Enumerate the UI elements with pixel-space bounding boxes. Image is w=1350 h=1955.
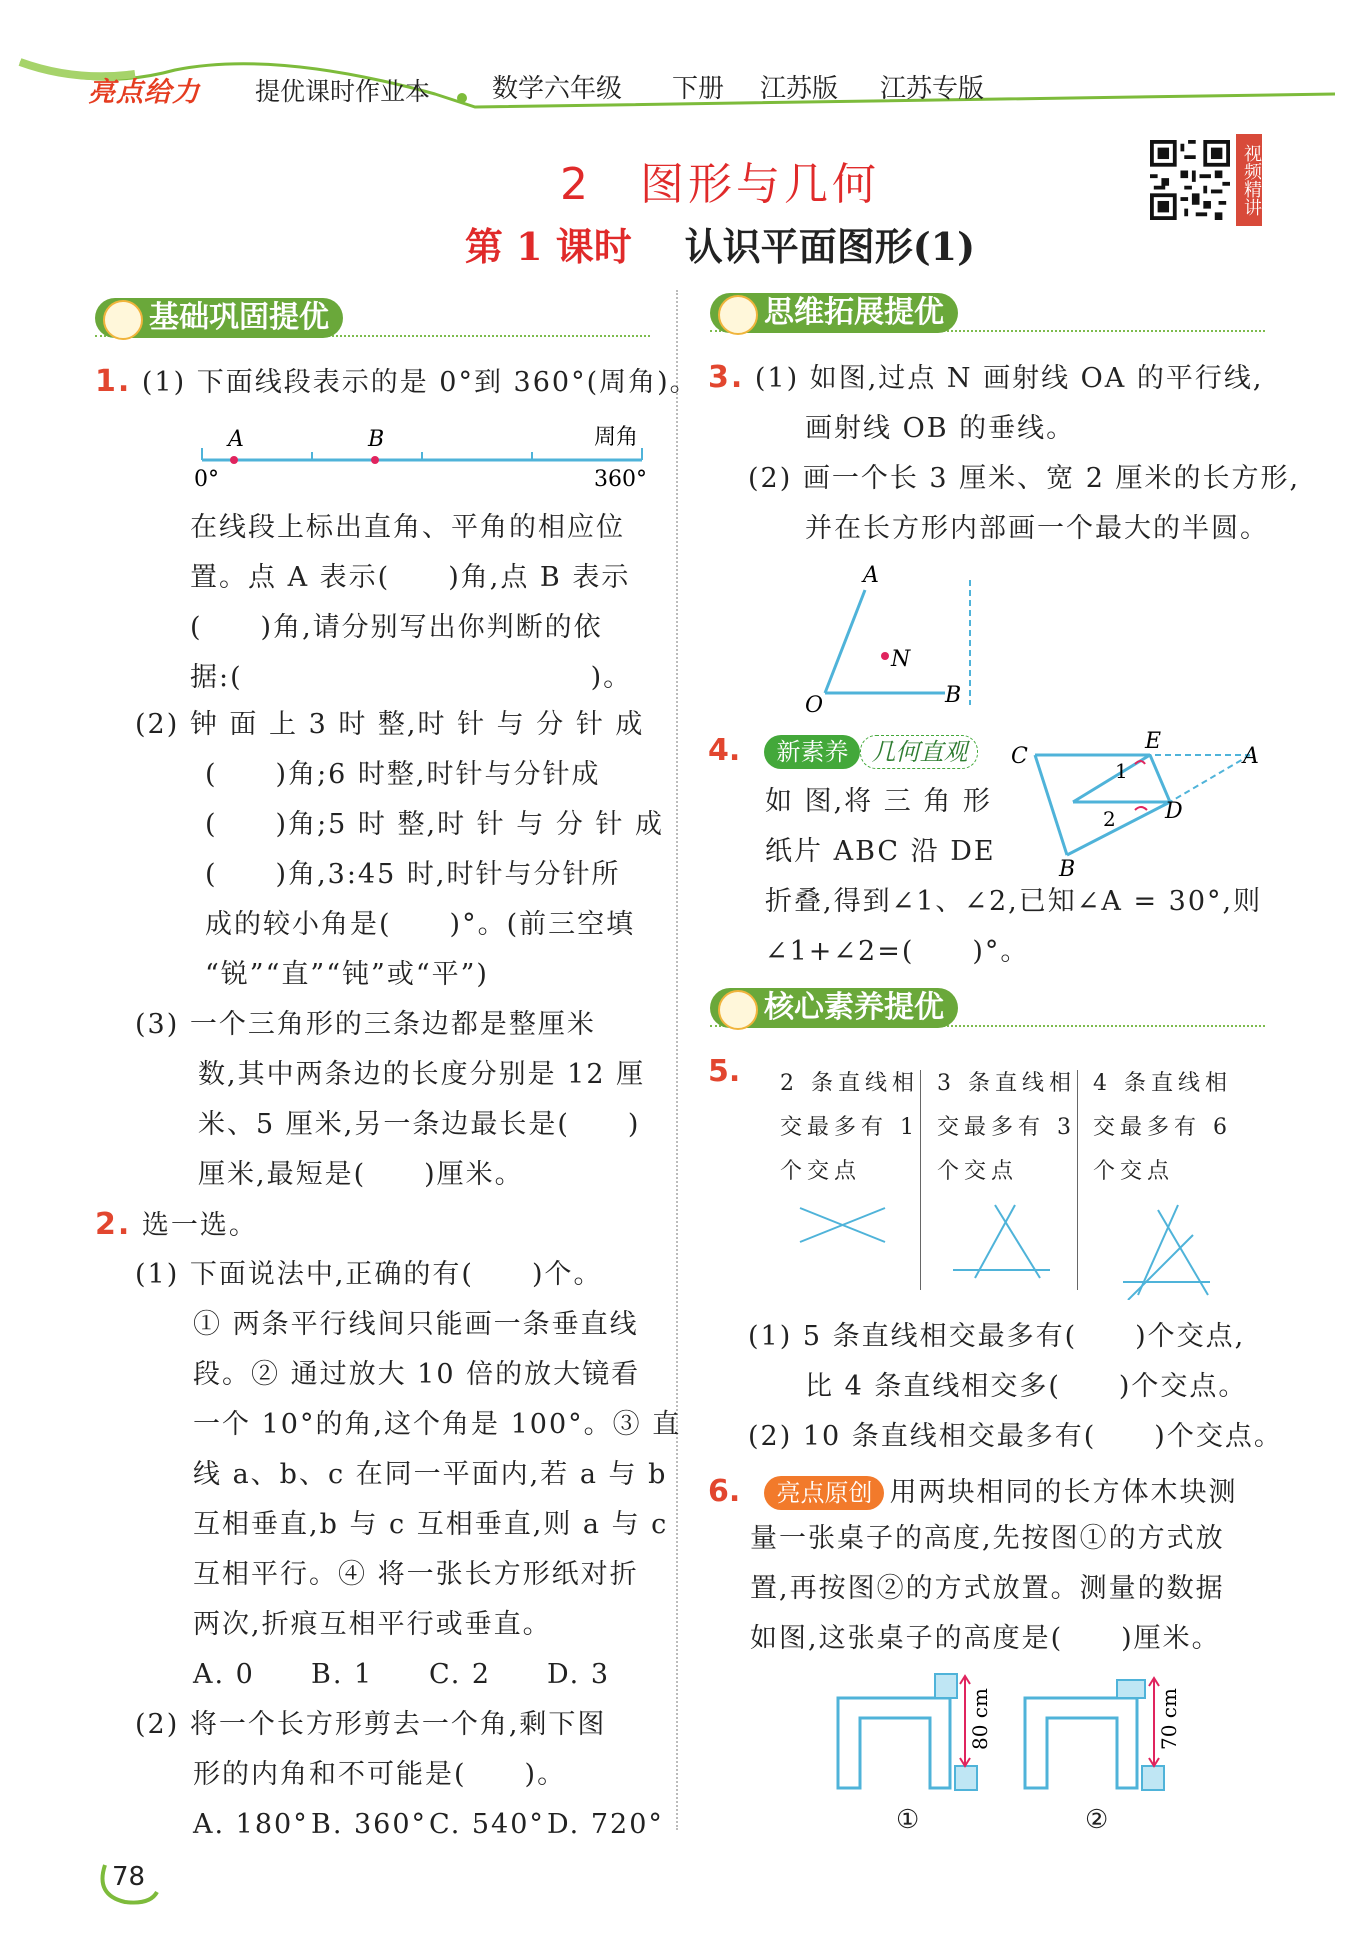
sprout-icon [718, 295, 758, 335]
q6-body: 量一张桌子的高度,先按图①的方式放 置,再按图②的方式放置。测量的数据 如图,这张桌子的高度是( )厘米。 [750, 1523, 1225, 1654]
chapter-title: 2 图形与几何 [560, 159, 880, 210]
q1-part1: 1. (1) 下面线段表示的是 0°到 360°(周角)。 [95, 364, 699, 399]
measure-80: 80 cm [968, 1688, 992, 1750]
q4-tag: 新素养 [764, 735, 860, 769]
option-a[interactable]: A. 180° [193, 1809, 309, 1840]
angle-number-line [190, 418, 660, 498]
q2-heading: 2. 选一选。 [95, 1207, 258, 1242]
q5-column-2: 3 条直线相 交最多有 3 个交点 [937, 1071, 1076, 1184]
full-angle-label: 周角 [594, 425, 639, 450]
q2-options-1 [193, 1650, 610, 1700]
q5-questions: (1) 5 条直线相交最多有( )个交点, 比 4 条直线相交多( )个交点。 (2) 10 条直线相交最多有( )个交点。 [748, 1321, 1283, 1452]
point-a-label: A [228, 427, 244, 452]
section-basic-banner: 基础巩固提优 [95, 298, 343, 338]
q6-number: 6. [708, 1474, 741, 1509]
special-label: 江苏专版 [880, 74, 985, 104]
option-b[interactable]: B. 360° [311, 1809, 428, 1840]
q5-four-lines-figure [1118, 1200, 1218, 1300]
label-o: O [805, 693, 824, 718]
edition-label: 江苏版 [760, 74, 839, 104]
volume-label: 下册 [672, 74, 725, 104]
label-b: B [945, 683, 962, 708]
label-a: A [1243, 744, 1259, 769]
q1-part1-body: 在线段上标出直角、平角的相应位 置。点 A 表示( )角,点 B 表示 ( )角,请分别写出你判断的依 据:( )。 [190, 512, 633, 693]
page-number: 78 [112, 1862, 146, 1892]
q2-part1: (1) 下面说法中,正确的有( )个。 ① 两条平行线间只能画一条垂直线 段。② 通过放大 10 倍的放大镜看 一个 10°的角,这个角是 100°。③ 直 线 a、b、c 在同一平面内,若 a 与 b 互相垂直,b 与 c 互相垂直,则 a 与 c 互相平行。④ 将一张长方形纸对折 两次,折痕互相平行或垂直。 [135, 1259, 682, 1640]
q4-number: 4. [708, 733, 741, 768]
figure-caption-1: ① [896, 1805, 920, 1835]
option-b[interactable]: B. 1 [311, 1659, 374, 1690]
option-c[interactable]: C. 540° [429, 1809, 545, 1840]
q5-three-lines-figure [945, 1200, 1055, 1280]
brand-logo: 亮点给力 [88, 77, 200, 108]
q6-figure-2 [1022, 1670, 1192, 1800]
label-b: B [1059, 857, 1076, 880]
label-1: 1 [1115, 759, 1128, 783]
subject-label: 数学六年级 [492, 74, 623, 104]
point-b-label: B [368, 427, 385, 452]
option-c[interactable]: C. 2 [429, 1659, 492, 1690]
q5-divider-1 [920, 1070, 921, 1290]
q3-body: 3. (1) 如图,过点 N 画射线 OA 的平行线, 画射线 OB 的垂线。 (2) 画一个长 3 厘米、宽 2 厘米的长方形, 并在长方形内部画一个最大的半圆。 [708, 360, 1301, 544]
q5-divider-2 [1077, 1070, 1078, 1290]
zero-degree-label: 0° [194, 467, 219, 492]
point-b [371, 456, 379, 464]
q5-two-lines-figure [795, 1200, 895, 1250]
gear-icon [103, 300, 143, 340]
full-degree-label: 360° [594, 467, 647, 492]
q3-angle-figure [795, 560, 995, 720]
q1-number: 1. [95, 364, 132, 399]
q2-part2: (2) 将一个长方形剪去一个角,剩下图 形的内角和不可能是( )。 [135, 1709, 607, 1790]
q5-column-1: 2 条直线相 交最多有 1 个交点 [780, 1071, 919, 1184]
q2-number: 2. [95, 1207, 132, 1242]
label-a: A [863, 563, 879, 588]
q5-number: 5. [708, 1054, 741, 1089]
point-a [230, 456, 238, 464]
series-name: 提优课时作业本 [255, 77, 431, 106]
section-core-banner: 核心素养提优 [710, 988, 958, 1028]
label-e: E [1145, 730, 1162, 754]
q4-header [708, 733, 978, 769]
q6-figure-1 [835, 1670, 1005, 1800]
label-n: N [891, 647, 911, 672]
section-thinking-banner: 思维拓展提优 [710, 293, 958, 333]
figure-caption-2: ② [1085, 1805, 1109, 1835]
lesson-heading [0, 216, 1350, 271]
lesson-title: 认识平面图形(1) [684, 224, 976, 269]
q6-header: 6. 亮点原创 用两块相同的长方体木块测 [708, 1474, 1238, 1509]
q5-column-3: 4 条直线相 交最多有 6 个交点 [1093, 1071, 1232, 1184]
point-n [881, 652, 889, 660]
label-2: 2 [1103, 807, 1116, 831]
option-d[interactable]: D. 720° [547, 1809, 664, 1840]
lesson-number: 第 1 课时 [464, 224, 632, 269]
q4-tag-topic: 几何直观 [860, 735, 978, 769]
trophy-icon [718, 990, 758, 1030]
q1-part2: (2) 钟 面 上 3 时 整,时 针 与 分 针 成 ( )角;6 时整,时针与分针成 ( )角;5 时 整,时 针 与 分 针 成 ( )角,3:45 时,时针与分针所 成的较小角是( )°。(前三空填 “锐”“直”“钝”或“平”) [135, 709, 665, 990]
label-d: D [1165, 799, 1183, 824]
option-d[interactable]: D. 3 [547, 1659, 611, 1690]
qr-video-label: 视频精讲 [1236, 134, 1262, 226]
q2-options-2 [193, 1800, 664, 1850]
option-a[interactable]: A. 0 [193, 1659, 255, 1690]
q4-triangle-figure [1005, 730, 1270, 880]
q6-tag: 亮点原创 [764, 1476, 884, 1510]
q3-number: 3. [708, 360, 745, 395]
q4-body: 如 图,将 三 角 形 纸片 ABC 沿 DE 折叠,得到∠1、∠2,已知∠A = 30°,则 ∠1+∠2=( )°。 [765, 786, 1263, 967]
measure-70: 70 cm [1157, 1688, 1181, 1750]
q1-part3: (3) 一个三角形的三条边都是整厘米 数,其中两条边的长度分别是 12 厘 米、5 厘米,另一条边最长是( ) 厘米,最短是( )厘米。 [135, 1009, 646, 1190]
label-c: C [1011, 744, 1028, 769]
